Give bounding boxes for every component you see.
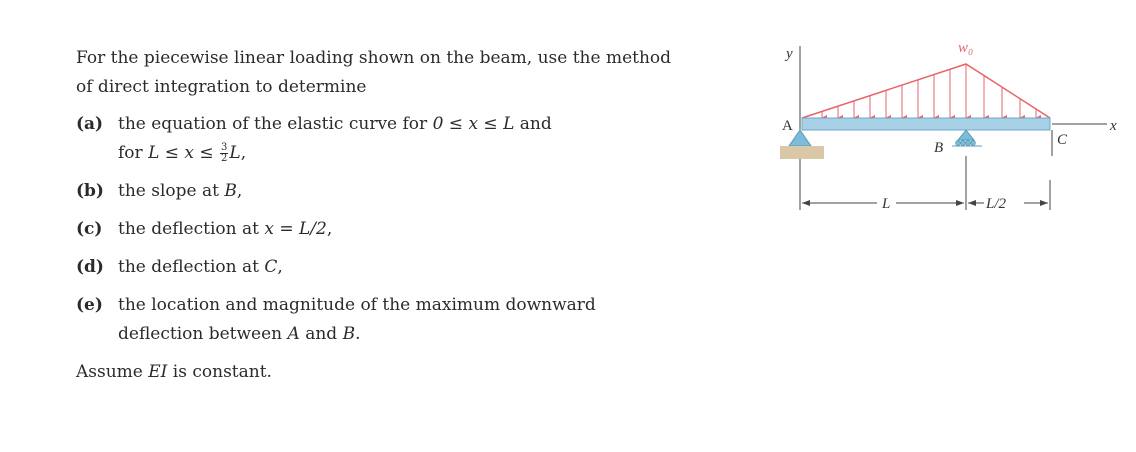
load-profile-line bbox=[802, 64, 1050, 118]
part-b-label: (b) bbox=[76, 181, 104, 201]
part-c bbox=[76, 215, 716, 244]
part-a-range-1: 0 ≤ x ≤ L bbox=[432, 114, 515, 134]
part-e-math-b: B bbox=[342, 324, 356, 344]
fraction-numerator: 3 bbox=[221, 142, 228, 153]
part-a-line2-text: for bbox=[118, 143, 149, 163]
part-b-math: B bbox=[224, 181, 237, 201]
point-b-label: B bbox=[934, 140, 944, 156]
roller-wheel bbox=[966, 141, 971, 146]
three-halves-fraction bbox=[220, 143, 228, 164]
part-c-math: x = L/2 bbox=[264, 219, 327, 239]
assume-post: is constant. bbox=[167, 362, 272, 382]
part-d-post: , bbox=[277, 257, 283, 277]
part-a-line1-post: and bbox=[514, 114, 552, 134]
part-b-pre: the slope at bbox=[118, 181, 225, 201]
dim-l-label: L bbox=[882, 196, 891, 212]
part-d bbox=[76, 253, 716, 282]
part-c-label: (c) bbox=[76, 219, 103, 239]
part-a-range-2: L ≤ x ≤ bbox=[148, 143, 220, 163]
dim-arrow bbox=[968, 200, 976, 206]
fraction-denominator: 2 bbox=[221, 153, 228, 164]
roller-wheel bbox=[956, 141, 961, 146]
part-e-math-a: A bbox=[287, 324, 300, 344]
part-e-label: (e) bbox=[76, 295, 103, 315]
part-a-range-2-end: L bbox=[229, 143, 241, 163]
part-a-text bbox=[118, 110, 716, 168]
dim-l-half-label: L/2 bbox=[986, 196, 1007, 212]
part-a bbox=[76, 110, 716, 168]
part-d-label: (d) bbox=[76, 257, 104, 277]
y-axis-label: y bbox=[786, 46, 793, 62]
assume-pre: Assume bbox=[76, 362, 149, 382]
part-e-line1: the location and magnitude of the maximum downward bbox=[118, 295, 596, 315]
part-c-post: , bbox=[326, 219, 333, 239]
part-b-text bbox=[118, 177, 716, 206]
intro-line-1: For the piecewise linear loading shown on the beam, use the method bbox=[76, 48, 672, 68]
part-a-line1-text: the equation of the elastic curve for bbox=[118, 114, 433, 134]
part-e-line2-pre: deflection between bbox=[118, 324, 288, 344]
part-e-text bbox=[118, 291, 716, 349]
part-b bbox=[76, 177, 716, 206]
load-label: w₀ bbox=[958, 40, 974, 56]
part-d-text bbox=[118, 253, 716, 282]
part-d-math: C bbox=[264, 257, 278, 277]
part-a-label: (a) bbox=[76, 114, 104, 134]
point-a-label: A bbox=[782, 118, 793, 134]
part-c-pre: the deflection at bbox=[118, 219, 265, 239]
part-b-post: , bbox=[236, 181, 243, 201]
roller-wheels bbox=[956, 141, 976, 146]
roller-wheel bbox=[961, 141, 966, 146]
assumption-text bbox=[76, 358, 716, 387]
load-arrows bbox=[822, 64, 1036, 118]
problem-statement bbox=[76, 44, 716, 404]
intro-line-2: of direct integration to determine bbox=[76, 77, 367, 97]
ground-a bbox=[780, 146, 824, 159]
point-c-label: C bbox=[1057, 132, 1068, 148]
roller-support-b bbox=[958, 130, 974, 140]
beam-diagram-svg bbox=[772, 30, 1128, 230]
part-d-pre: the deflection at bbox=[118, 257, 265, 277]
dim-arrow bbox=[956, 200, 964, 206]
beam bbox=[802, 118, 1050, 130]
part-c-text bbox=[118, 215, 716, 244]
intro-text bbox=[76, 44, 716, 102]
beam-diagram bbox=[772, 30, 1128, 230]
roller-wheel bbox=[971, 141, 976, 146]
dim-arrow bbox=[1040, 200, 1048, 206]
dim-arrow bbox=[802, 200, 810, 206]
part-e-line2-post: . bbox=[355, 324, 361, 344]
x-axis-label: x bbox=[1110, 118, 1117, 134]
assume-math: EI bbox=[148, 362, 168, 382]
part-e bbox=[76, 291, 716, 349]
part-e-line2-mid: and bbox=[299, 324, 343, 344]
part-a-line2-post: , bbox=[240, 143, 247, 163]
